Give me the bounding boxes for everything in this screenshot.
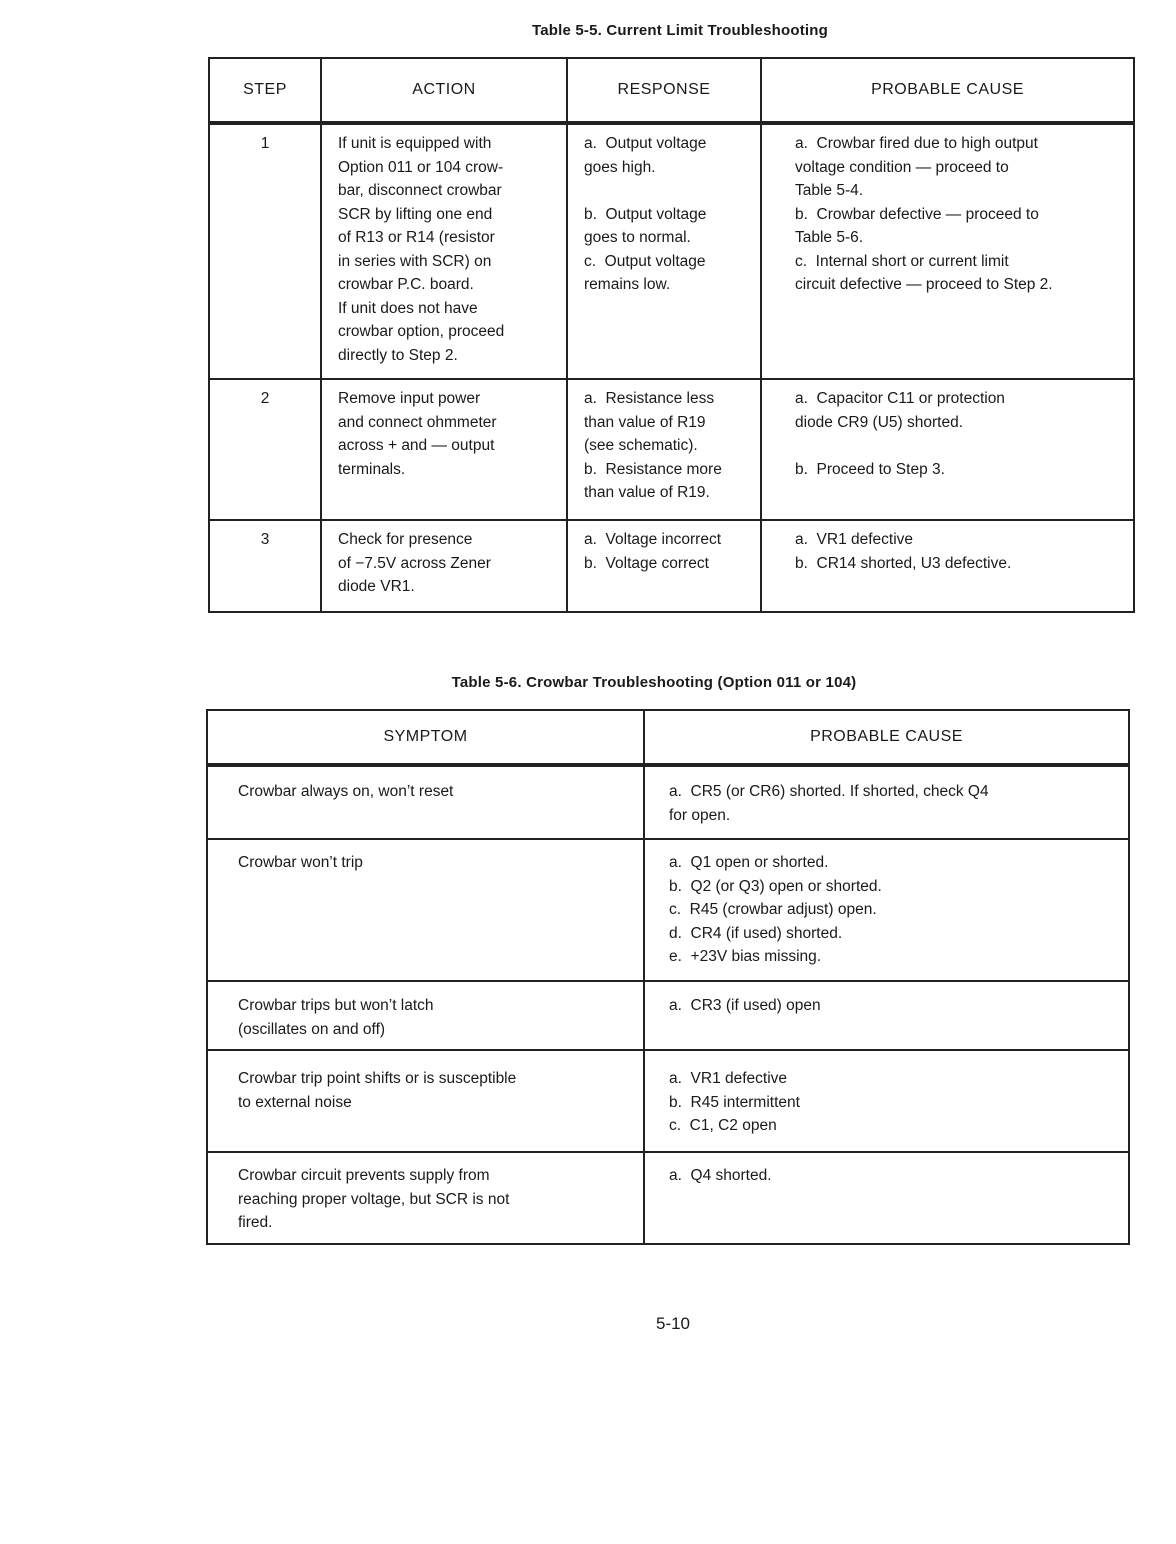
action-line: SCR by lifting one end [338, 205, 493, 223]
response-cell [567, 520, 761, 612]
response-line: (see schematic). [584, 437, 698, 454]
action-line: of R13 or R14 (resistor [338, 229, 495, 246]
cause-cell [644, 765, 1129, 839]
cause-line: b. Crowbar defective — proceed to [795, 205, 1039, 223]
action-line: bar, disconnect crowbar [338, 182, 502, 199]
header-response: RESPONSE [567, 58, 761, 123]
action-line: Check for presence [338, 531, 473, 548]
symptom-line: reaching proper voltage, but SCR is not [238, 1190, 510, 1208]
crowbar-troubleshooting-table [206, 709, 1130, 1245]
response-line: goes to normal. [584, 229, 691, 246]
cause-line: a. VR1 defective [795, 531, 914, 548]
response-cell [567, 379, 761, 520]
action-cell [321, 520, 567, 612]
symptom-line: Crowbar trips but won’t latch [238, 997, 434, 1014]
spacer [795, 434, 1119, 458]
cause-cell [761, 520, 1134, 612]
cause-cell [761, 123, 1134, 379]
response-line: than value of R19 [584, 413, 706, 431]
cause-line: a. CR5 (or CR6) shorted. If shorted, check Q4 [669, 783, 989, 800]
cause-cell [644, 839, 1129, 981]
cause-line: a. Q4 shorted. [669, 1167, 772, 1184]
response-cell [567, 123, 761, 379]
action-line: terminals. [338, 460, 406, 478]
symptom-cell [207, 1050, 644, 1152]
cause-line: c. C1, C2 open [669, 1117, 777, 1134]
cause-line: a. CR3 (if used) open [669, 997, 821, 1014]
cause-line: e. +23V bias missing. [669, 948, 822, 965]
table-header-row [207, 710, 1129, 765]
table-row [207, 981, 1129, 1050]
spacer [584, 179, 746, 203]
action-line: Remove input power [338, 390, 481, 407]
response-line: b. Output voltage [584, 205, 707, 223]
table-row [209, 520, 1134, 612]
header-action: ACTION [321, 58, 567, 123]
cause-line: b. Q2 (or Q3) open or shorted. [669, 877, 882, 895]
action-line: crowbar P.C. board. [338, 276, 474, 293]
cause-line: b. R45 intermittent [669, 1093, 800, 1111]
table-5-5-caption: Table 5-5. Current Limit Troubleshooting [531, 22, 829, 39]
cause-cell [644, 1050, 1129, 1152]
cause-line: a. Crowbar fired due to high output [795, 135, 1038, 152]
table-row [209, 123, 1134, 379]
cause-line: Table 5-4. [795, 182, 864, 199]
symptom-line: Crowbar circuit prevents supply from [238, 1167, 490, 1184]
cause-line: d. CR4 (if used) shorted. [669, 924, 843, 942]
cause-line: a. Capacitor C11 or protection [795, 390, 1005, 407]
symptom-line: to external noise [238, 1093, 352, 1111]
symptom-cell [207, 1152, 644, 1244]
cause-line: a. VR1 defective [669, 1070, 788, 1087]
header-probable-cause: PROBABLE CAUSE [761, 58, 1134, 123]
cause-line: voltage condition — proceed to [795, 158, 1009, 176]
current-limit-troubleshooting-table [208, 57, 1135, 613]
table-5-6-caption: Table 5-6. Crowbar Troubleshooting (Option 011 or 104) [451, 674, 857, 691]
cause-line: c. Internal short or current limit [795, 252, 1009, 270]
symptom-line: Crowbar always on, won’t reset [238, 783, 454, 800]
header-probable-cause: PROBABLE CAUSE [644, 710, 1129, 765]
action-line: and connect ohmmeter [338, 413, 497, 431]
step-number: 2 [209, 379, 321, 520]
header-step: STEP [209, 58, 321, 123]
action-line: If unit does not have [338, 299, 478, 317]
response-line: than value of R19. [584, 484, 710, 501]
action-cell [321, 379, 567, 520]
action-line: If unit is equipped with [338, 135, 492, 152]
response-line: a. Voltage incorrect [584, 531, 721, 548]
response-line: a. Output voltage [584, 135, 707, 152]
table-header-row [209, 58, 1134, 123]
cause-line: a. Q1 open or shorted. [669, 854, 829, 871]
response-line: b. Resistance more [584, 460, 722, 478]
cause-cell [761, 379, 1134, 520]
action-line: crowbar option, proceed [338, 323, 505, 340]
response-line: a. Resistance less [584, 390, 715, 407]
action-line: directly to Step 2. [338, 346, 458, 364]
action-line: in series with SCR) on [338, 252, 492, 270]
cause-cell [644, 1152, 1129, 1244]
response-line: goes high. [584, 158, 656, 176]
symptom-cell [207, 839, 644, 981]
symptom-cell [207, 981, 644, 1050]
response-line: b. Voltage correct [584, 554, 709, 572]
cause-line: Table 5-6. [795, 229, 864, 246]
table-row [207, 1152, 1129, 1244]
symptom-cell [207, 765, 644, 839]
action-line: diode VR1. [338, 578, 415, 595]
cause-line: b. Proceed to Step 3. [795, 460, 945, 478]
symptom-line: (oscillates on and off) [238, 1020, 386, 1038]
step-number: 3 [209, 520, 321, 612]
action-line: of −7.5V across Zener [338, 554, 491, 572]
table-row [207, 1050, 1129, 1152]
symptom-line: fired. [238, 1214, 273, 1231]
step-number: 1 [209, 123, 321, 379]
table-row [209, 379, 1134, 520]
table-row [207, 765, 1129, 839]
symptom-line: Crowbar won’t trip [238, 854, 363, 871]
symptom-line: Crowbar trip point shifts or is susceptible [238, 1070, 517, 1087]
response-line: remains low. [584, 276, 671, 293]
action-cell [321, 123, 567, 379]
response-line: c. Output voltage [584, 252, 706, 270]
action-line: across + and — output [338, 437, 495, 454]
cause-cell [644, 981, 1129, 1050]
action-line: Option 011 or 104 crow- [338, 158, 504, 176]
table-row [207, 839, 1129, 981]
cause-line: circuit defective — proceed to Step 2. [795, 276, 1053, 293]
cause-line: b. CR14 shorted, U3 defective. [795, 554, 1012, 572]
header-symptom: SYMPTOM [207, 710, 644, 765]
cause-line: c. R45 (crowbar adjust) open. [669, 901, 877, 918]
cause-line: diode CR9 (U5) shorted. [795, 413, 963, 431]
page-number: 5-10 [655, 1314, 691, 1333]
cause-line: for open. [669, 806, 731, 824]
